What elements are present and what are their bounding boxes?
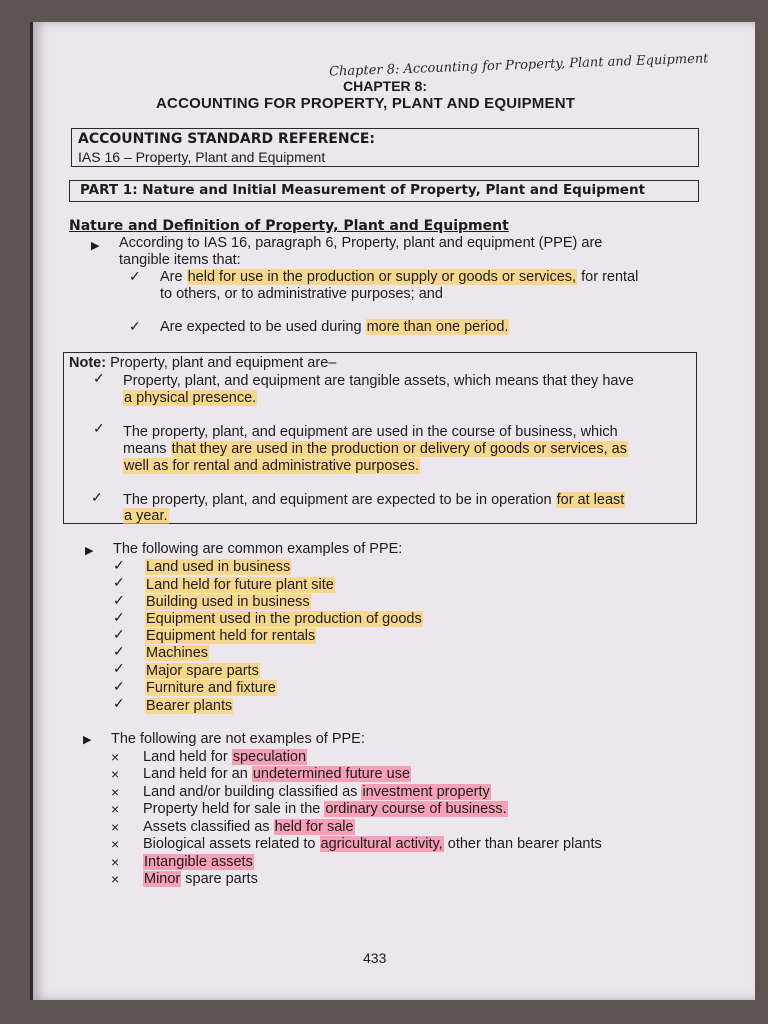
list-item (145, 698, 233, 714)
checkmark-icon: ✓ (93, 370, 105, 386)
highlight: held for use in the production or supply or goods or services, (187, 269, 577, 285)
note-item-3-line2 (123, 508, 169, 524)
list-item: Biological assets related to agricultural activity, other than bearer plants (143, 836, 602, 852)
cross-icon: × (111, 784, 120, 800)
examples-intro: The following are common examples of PPE: (113, 541, 403, 557)
highlight: held for sale (274, 819, 354, 835)
note-intro: Note: Property, plant and equipment are– (69, 355, 337, 371)
highlight: more than one period. (366, 319, 509, 335)
highlight: investment property (362, 784, 490, 800)
part1-title: PART 1: Nature and Initial Measurement of Property, Plant and Equipment (80, 182, 646, 198)
highlight: a physical presence. (124, 390, 257, 406)
cross-icon: × (111, 836, 120, 852)
cross-icon: × (111, 819, 120, 835)
chapter-label: CHAPTER 8: (343, 78, 428, 94)
criterion-1-line2: to others, or to administrative purposes; and (160, 286, 443, 302)
highlight: Machines (146, 645, 209, 661)
cross-icon: × (111, 871, 120, 887)
standard-reference-text: IAS 16 – Property, Plant and Equipment (78, 149, 326, 165)
note-item-3-line1: The property, plant, and equipment are expected to be in operation for at least (123, 492, 625, 508)
list-item: Assets classified as held for sale (143, 819, 354, 835)
checkmark-icon: ✓ (93, 420, 105, 436)
highlight: Furniture and fixture (146, 680, 276, 696)
nature-intro-line2: tangible items that: (119, 252, 241, 268)
highlight: Land used in business (146, 559, 291, 575)
cross-icon: × (111, 749, 120, 765)
part1-heading-box (69, 180, 699, 202)
highlight: well as for rental and administrative purposes. (124, 458, 419, 474)
checkmark-icon: ✓ (113, 660, 125, 676)
non-examples-intro: The following are not examples of PPE: (111, 731, 365, 747)
list-item: Property held for sale in the ordinary course of business. (143, 801, 507, 817)
highlight: agricultural activity, (320, 836, 443, 852)
checkmark-icon: ✓ (113, 695, 125, 711)
highlight: Major spare parts (146, 663, 259, 679)
list-item (145, 645, 209, 661)
triangle-bullet-icon: ▶ (85, 545, 94, 557)
checkmark-icon: ✓ (129, 268, 141, 284)
highlight: Equipment used in the production of goods (146, 611, 422, 627)
standard-reference-title: ACCOUNTING STANDARD REFERENCE: (78, 131, 376, 147)
list-item (145, 628, 316, 644)
triangle-bullet-icon: ▶ (83, 734, 92, 746)
list-item: Land held for speculation (143, 749, 307, 765)
highlight: Minor (144, 871, 181, 887)
highlight: undetermined future use (252, 766, 411, 782)
note-item-1-line2 (123, 390, 257, 406)
nature-heading: Nature and Definition of Property, Plant and Equipment (69, 218, 509, 234)
note-item-2-line3 (123, 458, 420, 474)
highlight: that they are used in the production or delivery of goods or services, as (171, 441, 627, 457)
checkmark-icon: ✓ (113, 592, 125, 608)
list-item (145, 594, 311, 610)
highlight: for at least (556, 492, 625, 508)
note-item-1-line1: Property, plant, and equipment are tangible assets, which means that they have (123, 373, 634, 389)
list-item (145, 680, 277, 696)
standard-reference-box (71, 128, 699, 167)
criterion-1-line1: Are held for use in the production or supply or goods or services, for rental (160, 269, 639, 285)
checkmark-icon: ✓ (113, 626, 125, 642)
nature-intro-line1: According to IAS 16, paragraph 6, Property, plant and equipment (PPE) are (119, 235, 603, 251)
cross-icon: × (111, 801, 120, 817)
textbook-page (30, 22, 755, 1000)
cross-icon: × (111, 766, 120, 782)
list-item (143, 854, 254, 870)
note-item-2-line1: The property, plant, and equipment are used in the course of business, which (123, 424, 618, 440)
list-item (145, 663, 260, 679)
list-item: Minor spare parts (144, 871, 258, 887)
highlight: Land held for future plant site (146, 577, 334, 593)
page-number: 433 (363, 950, 387, 966)
highlight: ordinary course of business. (325, 801, 507, 817)
highlight: speculation (232, 749, 307, 765)
note-item-2-line2: means that they are used in the production or delivery of goods or services, as (123, 441, 627, 457)
highlight: a year. (124, 508, 168, 524)
checkmark-icon: ✓ (113, 557, 125, 573)
list-item: Land held for an undetermined future use (143, 766, 411, 782)
criterion-2: Are expected to be used during more than one period. (160, 319, 509, 335)
checkmark-icon: ✓ (113, 643, 125, 659)
checkmark-icon: ✓ (91, 489, 103, 505)
checkmark-icon: ✓ (113, 678, 125, 694)
cross-icon: × (111, 854, 120, 870)
highlight: Bearer plants (146, 698, 233, 714)
list-item (145, 559, 291, 575)
highlight: Equipment held for rentals (146, 628, 316, 644)
list-item (145, 577, 335, 593)
running-header: Chapter 8: Accounting for Property, Plant and Equipment (328, 51, 709, 80)
list-item: Land and/or building classified as investment property (143, 784, 490, 800)
triangle-bullet-icon: ▶ (91, 240, 100, 252)
chapter-title: ACCOUNTING FOR PROPERTY, PLANT AND EQUIPMENT (156, 95, 576, 112)
highlight: Building used in business (146, 594, 310, 610)
checkmark-icon: ✓ (129, 318, 141, 334)
checkmark-icon: ✓ (113, 609, 125, 625)
list-item (145, 611, 423, 627)
checkmark-icon: ✓ (113, 574, 125, 590)
highlight: Intangible assets (144, 854, 253, 870)
